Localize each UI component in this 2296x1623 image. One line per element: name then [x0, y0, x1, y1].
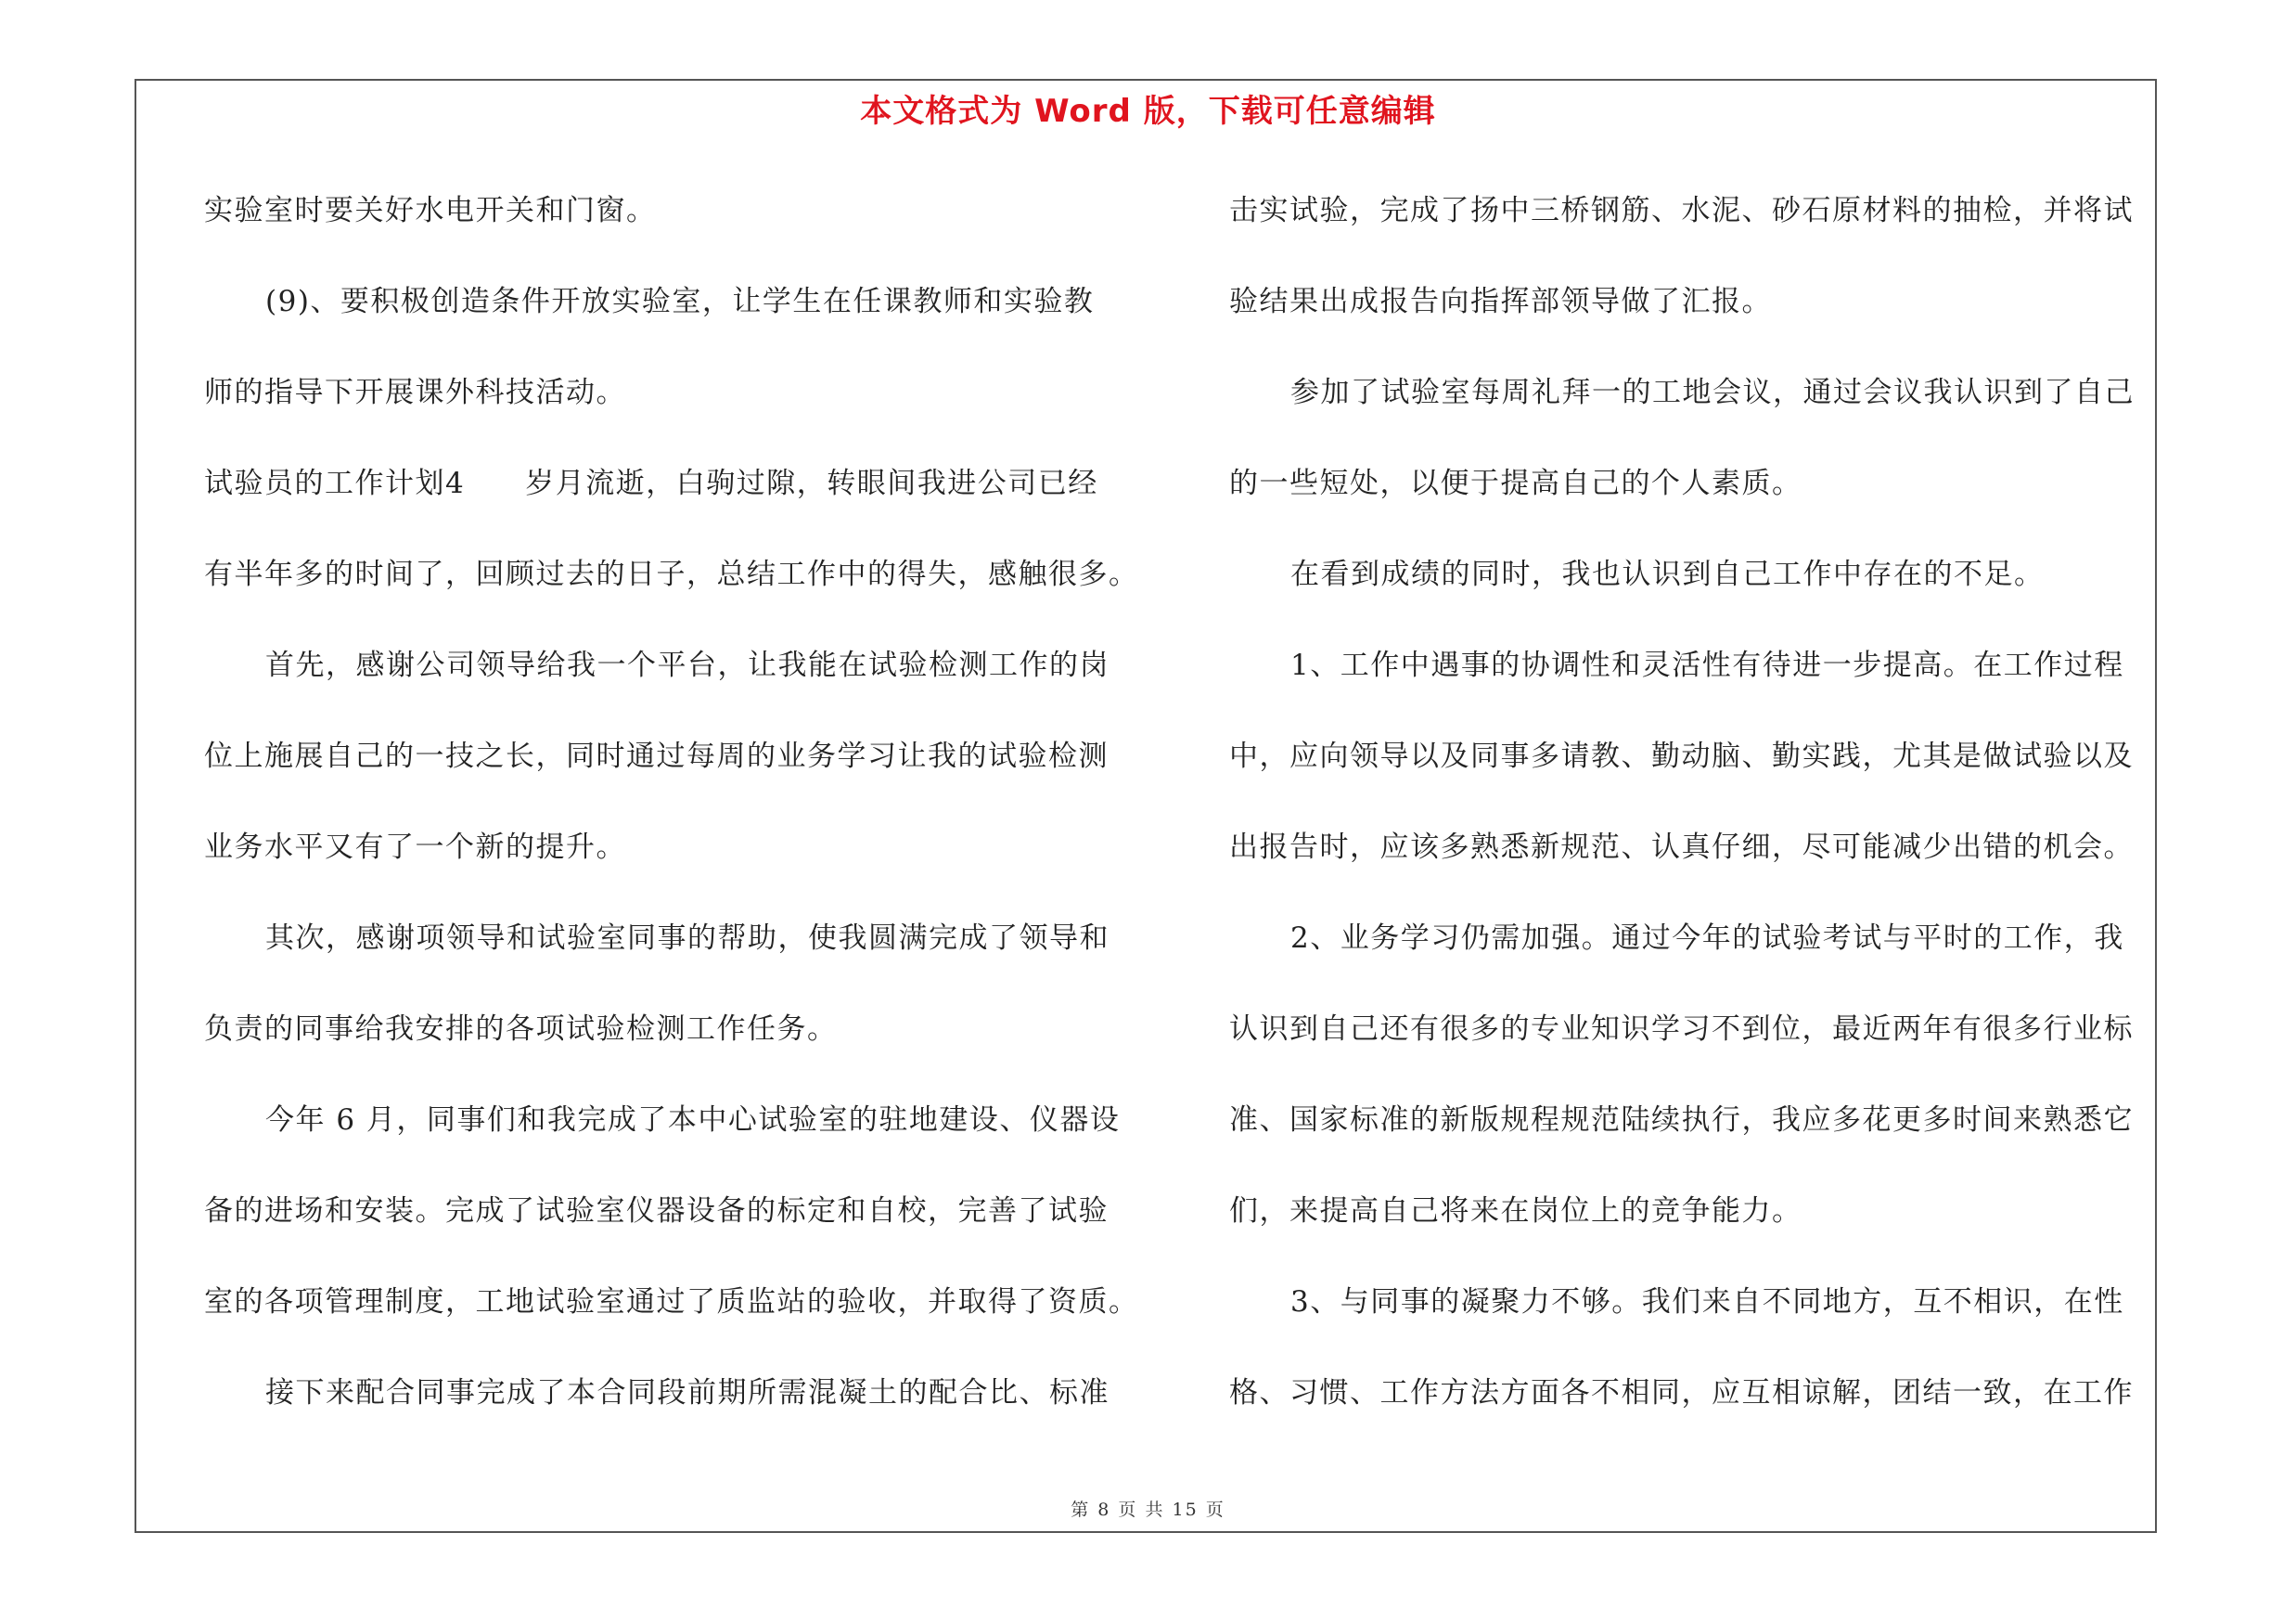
text-line: 业务水平又有了一个新的提升。	[204, 831, 626, 864]
text-line: 验结果出成报告向指挥部领导做了汇报。	[1229, 285, 1772, 318]
header-banner: 本文格式为 Word 版，下载可任意编辑	[860, 93, 1436, 130]
text-line: 击实试验，完成了扬中三桥钢筋、水泥、砂石原材料的抽检，并将试	[1229, 194, 2134, 227]
text-line: 位上施展自己的一技之长，同时通过每周的业务学习让我的试验检测	[204, 740, 1109, 773]
page-number: 第 8 页 共 15 页	[1071, 1500, 1225, 1520]
text-line: 接下来配合同事完成了本合同段前期所需混凝土的配合比、标准	[265, 1376, 1110, 1410]
text-line: 参加了试验室每周礼拜一的工地会议，通过会议我认识到了自己	[1290, 376, 2135, 409]
text-line: 有半年多的时间了，回顾过去的日子，总结工作中的得失，感触很多。	[204, 558, 1139, 591]
text-line: 室的各项管理制度，工地试验室通过了质监站的验收，并取得了资质。	[204, 1285, 1139, 1319]
text-line: 师的指导下开展课外科技活动。	[204, 376, 626, 409]
text-line: 首先，感谢公司领导给我一个平台，让我能在试验检测工作的岗	[265, 649, 1110, 682]
text-line: 2、业务学习仍需加强。通过今年的试验考试与平时的工作，我	[1290, 921, 2124, 955]
text-line: 备的进场和安装。完成了试验室仪器设备的标定和自校，完善了试验	[204, 1194, 1109, 1228]
text-line: 负责的同事给我安排的各项试验检测工作任务。	[204, 1012, 838, 1046]
text-line: 试验员的工作计划4 岁月流逝，白驹过隙，转眼间我进公司已经	[204, 467, 1098, 500]
text-line: 出报告时，应该多熟悉新规范、认真仔细，尽可能减少出错的机会。	[1229, 831, 2134, 864]
right-column	[1229, 174, 2157, 1448]
text-line: (9)、要积极创造条件开放实验室，让学生在任课教师和实验教	[265, 285, 1095, 318]
text-line: 实验室时要关好水电开关和门窗。	[204, 194, 657, 227]
left-column	[204, 174, 1139, 1448]
text-line: 3、与同事的凝聚力不够。我们来自不同地方，互不相识，在性	[1290, 1285, 2124, 1319]
text-line: 在看到成绩的同时，我也认识到自己工作中存在的不足。	[1290, 558, 2045, 591]
text-line: 今年 6 月，同事们和我完成了本中心试验室的驻地建设、仪器设	[265, 1103, 1121, 1137]
text-line: 格、习惯、工作方法方面各不相同，应互相谅解，团结一致，在工作	[1229, 1376, 2134, 1410]
text-line: 准、国家标准的新版规程规范陆续执行，我应多花更多时间来熟悉它	[1229, 1103, 2134, 1137]
text-line: 其次，感谢项领导和试验室同事的帮助，使我圆满完成了领导和	[265, 921, 1110, 955]
text-line: 中，应向领导以及同事多请教、勤动脑、勤实践，尤其是做试验以及	[1229, 740, 2134, 773]
text-line: 认识到自己还有很多的专业知识学习不到位，最近两年有很多行业标	[1229, 1012, 2134, 1046]
text-line: 1、工作中遇事的协调性和灵活性有待进一步提高。在工作过程	[1290, 649, 2124, 682]
text-line: 的一些短处，以便于提高自己的个人素质。	[1229, 467, 1802, 500]
text-line: 们，来提高自己将来在岗位上的竞争能力。	[1229, 1194, 1802, 1228]
